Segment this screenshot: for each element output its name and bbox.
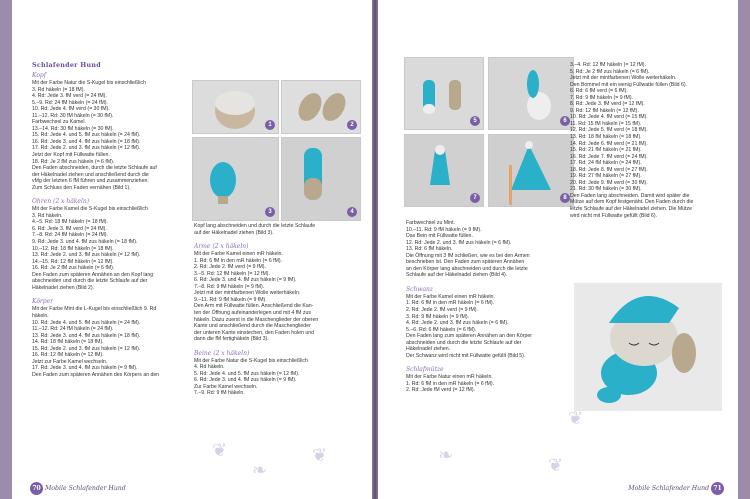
instruction-line: 11.–12. Rd: 30 fM häkeln (= 30 fM). bbox=[32, 112, 114, 119]
photo-5 bbox=[404, 57, 484, 130]
instruction-line: 7.–8. Rd: 24 fM häkeln (= 24 fM). bbox=[32, 232, 108, 239]
instruction-line: 2. Rd: Jede fM verd (= 12 fM). bbox=[406, 387, 476, 394]
instruction-line: Schlaufe auf der Häkelnadel ziehen (Bild 4). bbox=[406, 272, 508, 279]
instruction-line: Zur Farbe Kamel wechseln. bbox=[194, 383, 258, 390]
left-edge bbox=[0, 0, 12, 499]
instruction-line: 4. Rd: Jede 2. und 3. fM zus häkeln (= 6 fM). bbox=[406, 320, 509, 327]
instruction-line: Die Öffnung mit 3 fM schließen, wie es bei den Armen bbox=[406, 252, 530, 259]
spacer bbox=[32, 191, 192, 196]
spacer bbox=[194, 343, 359, 348]
instruction-line: 7. Rd: 9 fM häkeln (= 9 fM). bbox=[570, 94, 633, 101]
photo-number: 7 bbox=[470, 193, 480, 203]
photo-number: 1 bbox=[265, 120, 275, 130]
left-footer bbox=[30, 482, 126, 495]
instruction-line: Häkelnadel ziehen (Bild 2). bbox=[32, 284, 94, 291]
right-footer bbox=[628, 482, 724, 495]
photo-3 bbox=[192, 137, 279, 221]
instruction-line: 1. Rd: 6 fM in den mR häkeln (= 6 fM). bbox=[194, 257, 283, 264]
instruction-line: 13. Rd: Jede 2. und 3. fM zus häkeln (= 12 fM). bbox=[32, 252, 141, 259]
section-heading: Ohren (2 x häkeln) bbox=[32, 198, 90, 206]
instruction-line: Das Bein mit Füllwatte füllen. bbox=[406, 233, 473, 240]
photo-6 bbox=[488, 57, 574, 130]
instruction-line: 11. Rd: 15 fM häkeln (= 15 fM). bbox=[570, 120, 642, 127]
instruction-line: 3.–4. Rd: 12 fM häkeln (= 12 fM). bbox=[570, 62, 646, 68]
instruction-line: Häkelnadel ziehen. bbox=[406, 346, 451, 353]
instruction-line: 16. Rd: 12 fM häkeln (= 12 fM). bbox=[32, 352, 104, 359]
photo-number: 6 bbox=[560, 116, 570, 126]
right-edge bbox=[738, 0, 750, 499]
photo-number: 3 bbox=[265, 207, 275, 217]
instruction-line: der unteren Kante einstechen, den Faden holen und bbox=[194, 329, 314, 336]
photo-4 bbox=[281, 137, 361, 221]
section-heading: Beine (2 x häkeln) bbox=[194, 349, 250, 357]
instruction-line: 5.–9. Rd: 24 fM häkeln (= 24 fM). bbox=[32, 99, 108, 106]
section-heading: Kopf bbox=[32, 72, 46, 79]
leaf-decoration-icon: ❦ bbox=[312, 445, 328, 465]
instruction-line: 10.–11. Rd: 9 fM häkeln (= 9 fM). bbox=[406, 226, 482, 233]
spacer bbox=[406, 359, 571, 364]
instruction-line: 17. Rd: 24 fM häkeln (= 24 fM). bbox=[570, 160, 642, 167]
instruction-line: letzte Schlaufe auf der Häkelnadel ziehen. Die Mütze bbox=[570, 206, 692, 213]
instruction-line: 21. Rd: 30 fM häkeln (= 30 fM). bbox=[570, 186, 642, 193]
instruction-line: 9. Rd: 12 fM häkeln (= 12 fM). bbox=[570, 107, 639, 114]
left-column-1 bbox=[32, 62, 192, 378]
photo-number: 2 bbox=[347, 120, 357, 130]
left-page bbox=[12, 0, 372, 499]
instruction-line: 6. Rd: Jede 3. fM verd (= 24 fM). bbox=[32, 225, 107, 232]
instruction-line: Mit der Farbe Kamel einen mR häkeln. bbox=[406, 293, 495, 300]
photo-7 bbox=[404, 134, 484, 207]
photo-number: 4 bbox=[347, 207, 357, 217]
instruction-line: 16. Rd: Jede 3. und 4. fM zus häkeln (= 18 fM). bbox=[32, 138, 141, 145]
instruction-line: auf der Häkelnadel ziehen (Bild 3). bbox=[194, 229, 274, 236]
instruction-line: 13. Rd: 18 fM häkeln (= 18 fM). bbox=[570, 134, 642, 141]
instruction-line: Zum Schluss den Faden vernähen (Bild 1). bbox=[32, 184, 131, 191]
photo-2 bbox=[281, 80, 361, 134]
section-heading: Schwanz bbox=[406, 285, 434, 293]
instruction-line: 15. Rd: Jede 4. und 5. fM zus häkeln (= 24 fM). bbox=[32, 132, 141, 139]
instruction-line: Den Arm mit Füllwatte füllen. Anschließend die Kan- bbox=[194, 303, 314, 310]
instruction-line: häkeln. Dazu zuerst in die Maschenglieder der oberen bbox=[194, 316, 319, 323]
instruction-line: 10. Rd: Jede 4. fM verd (= 30 fM). bbox=[32, 106, 110, 113]
instruction-line: 6. Rd: Jede 3. und 4. fM zus häkeln (= 9 fM). bbox=[194, 377, 297, 384]
instruction-line: 13.–14. Rd: 30 fM häkeln (= 30 fM). bbox=[32, 125, 114, 132]
spacer bbox=[32, 291, 192, 296]
instruction-line: abschneiden und durch die letzte Schlaufe auf der bbox=[32, 278, 148, 285]
page-number: 70 bbox=[30, 482, 43, 495]
instruction-line: Der Schwanz wird nicht mit Füllwatte gefüllt (Bild 5). bbox=[406, 352, 526, 359]
instruction-line: Kante und anschließend durch die Maschenglieder bbox=[194, 323, 311, 330]
instruction-line: 9.–11. Rd: 9 fM häkeln (= 9 fM). bbox=[194, 296, 267, 303]
instruction-line: 3. Rd häkeln. bbox=[32, 212, 63, 219]
instruction-line: der Häkelnadel ziehen und anschließend durch die bbox=[32, 171, 149, 178]
footer-title: Mobile Schlafender Hund bbox=[628, 485, 710, 492]
page-heading: Schlafender Hund bbox=[32, 62, 101, 69]
instruction-line: 2. Rd: Jede 2. fM verd (= 9 fM). bbox=[194, 264, 266, 271]
instruction-line: Den Bommel mit ein wenig Füllwatte füllen (Bild 6). bbox=[570, 81, 688, 88]
instruction-line: 11.–12. Rd: 24 fM häkeln (= 24 fM). bbox=[32, 326, 114, 333]
instruction-line: 10. Rd: Jede 4. fM verd (= 15 fM). bbox=[570, 114, 648, 121]
leaf-decoration-icon: ❦ bbox=[212, 440, 228, 460]
page-number: 71 bbox=[711, 482, 724, 495]
instruction-line: Mütze auf dem Kopf festgenäht. Den Faden durch die bbox=[570, 199, 694, 206]
instruction-line: 14. Rd: 18 fM häkeln (= 18 fM). bbox=[32, 339, 104, 346]
right-column-2 bbox=[570, 62, 730, 219]
instruction-line: 14.–15. Rd: 12 fM häkeln (= 12 fM). bbox=[32, 258, 114, 265]
instruction-line: Farbwechsel zu Kamel. bbox=[32, 119, 86, 126]
instruction-line: 5.–6. Rd: 6 fM häkeln (= 6 fM). bbox=[406, 326, 477, 333]
instruction-line: 12. Rd: Jede 2. und 3. fM zus häkeln (= 6 fM). bbox=[406, 239, 512, 246]
instruction-line: 10. Rd: Jede 4. und 5. fM zus häkeln (= 24 fM). bbox=[32, 319, 141, 326]
instruction-line: 4. Rd häkeln. bbox=[194, 364, 225, 371]
instruction-line: 1. Rd: 6 fM in den mR häkeln (= 6 fM). bbox=[406, 300, 495, 307]
instruction-line: 16. Rd: Jede 7. fM verd (= 24 fM). bbox=[570, 153, 648, 160]
instruction-line: 13. Rd: 6 fM häkeln. bbox=[406, 246, 453, 253]
instruction-line: 12. Rd: Jede 5. fM verd (= 18 fM). bbox=[570, 127, 648, 134]
instruction-line: Den Faden zum späteren Annähen an den Kopf lang bbox=[32, 271, 154, 278]
instruction-line: Mit der Farbe Kamel einen mR häkeln. bbox=[194, 251, 283, 258]
section-heading: Körper bbox=[32, 298, 54, 306]
instruction-line: häkeln. bbox=[32, 312, 49, 319]
instruction-line: 6. Rd: Jede 3. und 4. fM zus häkeln (= 9 fM). bbox=[194, 277, 297, 284]
footer-title: Mobile Schlafender Hund bbox=[44, 485, 126, 492]
instruction-line: Jetzt mit der mintfarbenen Wolle weiterhäkeln. bbox=[194, 290, 301, 297]
instruction-line: 1. Rd: 6 fM in den mR häkeln (= 6 fM). bbox=[406, 380, 495, 387]
instruction-line: Mit der Farbe Natur die S-Kugel bis einschließlich bbox=[32, 80, 146, 86]
right-column-1 bbox=[406, 220, 571, 394]
instruction-line: Den Faden zum späteren Annähen des Körpers an den bbox=[32, 371, 160, 378]
instruction-line: 17. Rd: Jede 2. und 3. fM zus häkeln (= 12 fM). bbox=[32, 145, 141, 152]
instruction-line: 18. Rd: Jede 8. fM verd (= 27 fM). bbox=[570, 166, 648, 173]
spacer bbox=[194, 236, 359, 241]
right-page bbox=[378, 0, 738, 499]
instruction-line: ten der Öffnung aufeinanderlegen und mit 4 fM zus bbox=[194, 310, 311, 317]
leaf-decoration-icon: ❦ bbox=[568, 408, 584, 428]
instruction-line: 5. Rd: Je 2 fM zus häkeln (= 6 fM). bbox=[570, 68, 650, 75]
instruction-line: Mit der Farbe Natur einen mR häkeln. bbox=[406, 374, 493, 381]
instruction-line: Farbwechsel zu Mint. bbox=[406, 220, 456, 226]
instruction-line: 3. Rd: 9 fM häkeln (= 9 fM). bbox=[406, 313, 469, 320]
instruction-line: 16. Rd: Je 2 fM zus häkeln (= 6 fM). bbox=[32, 265, 115, 272]
left-column-2 bbox=[194, 223, 359, 397]
instruction-line: Mit der Farbe Mint die L-Kugel bis einschließlich 9. Rd bbox=[32, 306, 157, 313]
instruction-line: 20. Rd: Jede 9. fM verd (= 30 fM). bbox=[570, 179, 648, 186]
instruction-line: 18. Rd: Je 2 fM zus häkeln (= 6 fM). bbox=[32, 158, 115, 165]
instruction-line: 15. Rd: Jede 2. und 3. fM zus häkeln (= 12 fM). bbox=[32, 345, 141, 352]
section-heading: Schlafmütze bbox=[406, 366, 444, 374]
spacer bbox=[406, 279, 571, 284]
instruction-line: 15. Rd: 21 fM häkeln (= 21 fM). bbox=[570, 147, 642, 154]
instruction-line: Kopf lang abschneiden und durch die letzte Schlaufe bbox=[194, 223, 316, 229]
instruction-line: 7.–8. Rd: 9 fM häkeln (= 9 fM). bbox=[194, 283, 265, 290]
instruction-line: Mit der Farbe Kamel die S-Kugel bis einschließlich bbox=[32, 206, 148, 213]
instruction-line: 8. Rd: Jede 3. fM verd (= 12 fM). bbox=[570, 101, 645, 108]
instruction-line: 4. Rd: Jede 3. fM verd (= 24 fM). bbox=[32, 93, 107, 100]
instruction-line: vMg der letzten 6 fM führen und zusammenziehen. bbox=[32, 178, 149, 185]
instruction-line: an den Körper lang abschneiden und durch die letzte bbox=[406, 265, 528, 272]
instruction-line: Den Faden lang zum späteren Annähen an den Körper bbox=[406, 333, 533, 340]
instruction-line: 19. Rd: 27 fM häkeln (= 27 fM). bbox=[570, 173, 642, 180]
dog-photo bbox=[574, 283, 722, 411]
photo-8 bbox=[488, 134, 574, 207]
instruction-line: Den Faden lang abschneiden. Damit wird später die bbox=[570, 192, 690, 199]
instruction-line: 10.–12. Rd: 18 fM häkeln (= 18 fM). bbox=[32, 245, 114, 252]
leaf-decoration-icon: ❧ bbox=[438, 445, 454, 465]
instruction-line: 6. Rd: 6 fM verd (= 6 fM). bbox=[570, 88, 628, 95]
instruction-line: 9. Rd: Jede 3. und 4. fM zus häkeln (= 18 fM). bbox=[32, 239, 138, 246]
instruction-line: Mit der Farbe Natur die S-Kugel bis einschließlich bbox=[194, 357, 308, 364]
photo-number: 5 bbox=[470, 116, 480, 126]
instruction-line: 5. Rd: Jede 4. und 5. fM zus häkeln (= 12 fM). bbox=[194, 370, 300, 377]
instruction-line: 13. Rd: Jede 3. und 4. fM zus häkeln (= 18 fM). bbox=[32, 332, 141, 339]
photo-1 bbox=[192, 80, 279, 134]
leaf-decoration-icon: ❦ bbox=[548, 455, 564, 475]
instruction-line: abschneiden und durch die letzte Schlaufe auf der bbox=[406, 339, 522, 346]
instruction-line: Jetzt zur Farbe Kamel wechseln. bbox=[32, 358, 108, 365]
instruction-line: Jetzt mit der mintfarbenen Wolle weiterhäkeln. bbox=[570, 75, 677, 82]
instruction-line: wird nicht mit Füllwatte gefüllt (Bild 6). bbox=[570, 212, 658, 219]
instruction-line: Jetzt der Kopf mit Füllwatte füllen. bbox=[32, 152, 110, 159]
instruction-line: 17. Rd: Jede 3. und 4. fM zus häkeln (= 9 fM). bbox=[32, 365, 138, 372]
instruction-line: 3. Rd häkeln (= 18 fM). bbox=[32, 86, 85, 93]
section-heading: Arme (2 x häkeln) bbox=[194, 243, 249, 251]
instruction-line: Den Faden abschneiden, durch die letzte Schlaufe auf bbox=[32, 165, 157, 172]
instruction-line: dann die fM fertighäkeln (Bild 3). bbox=[194, 336, 269, 343]
instruction-line: 7.–9. Rd: 9 fM häkeln. bbox=[194, 390, 245, 397]
instruction-line: 2. Rd: Jede 2. fM verd (= 9 fM). bbox=[406, 307, 478, 314]
sleeping-dog-icon bbox=[574, 283, 722, 411]
instruction-line: 3.–5. Rd: 12 fM häkeln (= 12 fM). bbox=[194, 270, 270, 277]
leaf-decoration-icon: ❧ bbox=[252, 460, 268, 480]
instruction-line: beschrieben ist. Den Faden zum späteren Annähen bbox=[406, 259, 525, 266]
instruction-line: 14. Rd: Jede 6. fM verd (= 21 fM). bbox=[570, 140, 648, 147]
instruction-line: 4.–5. Rd: 18 fM häkeln (= 18 fM). bbox=[32, 219, 108, 226]
photo-number: 8 bbox=[560, 193, 570, 203]
